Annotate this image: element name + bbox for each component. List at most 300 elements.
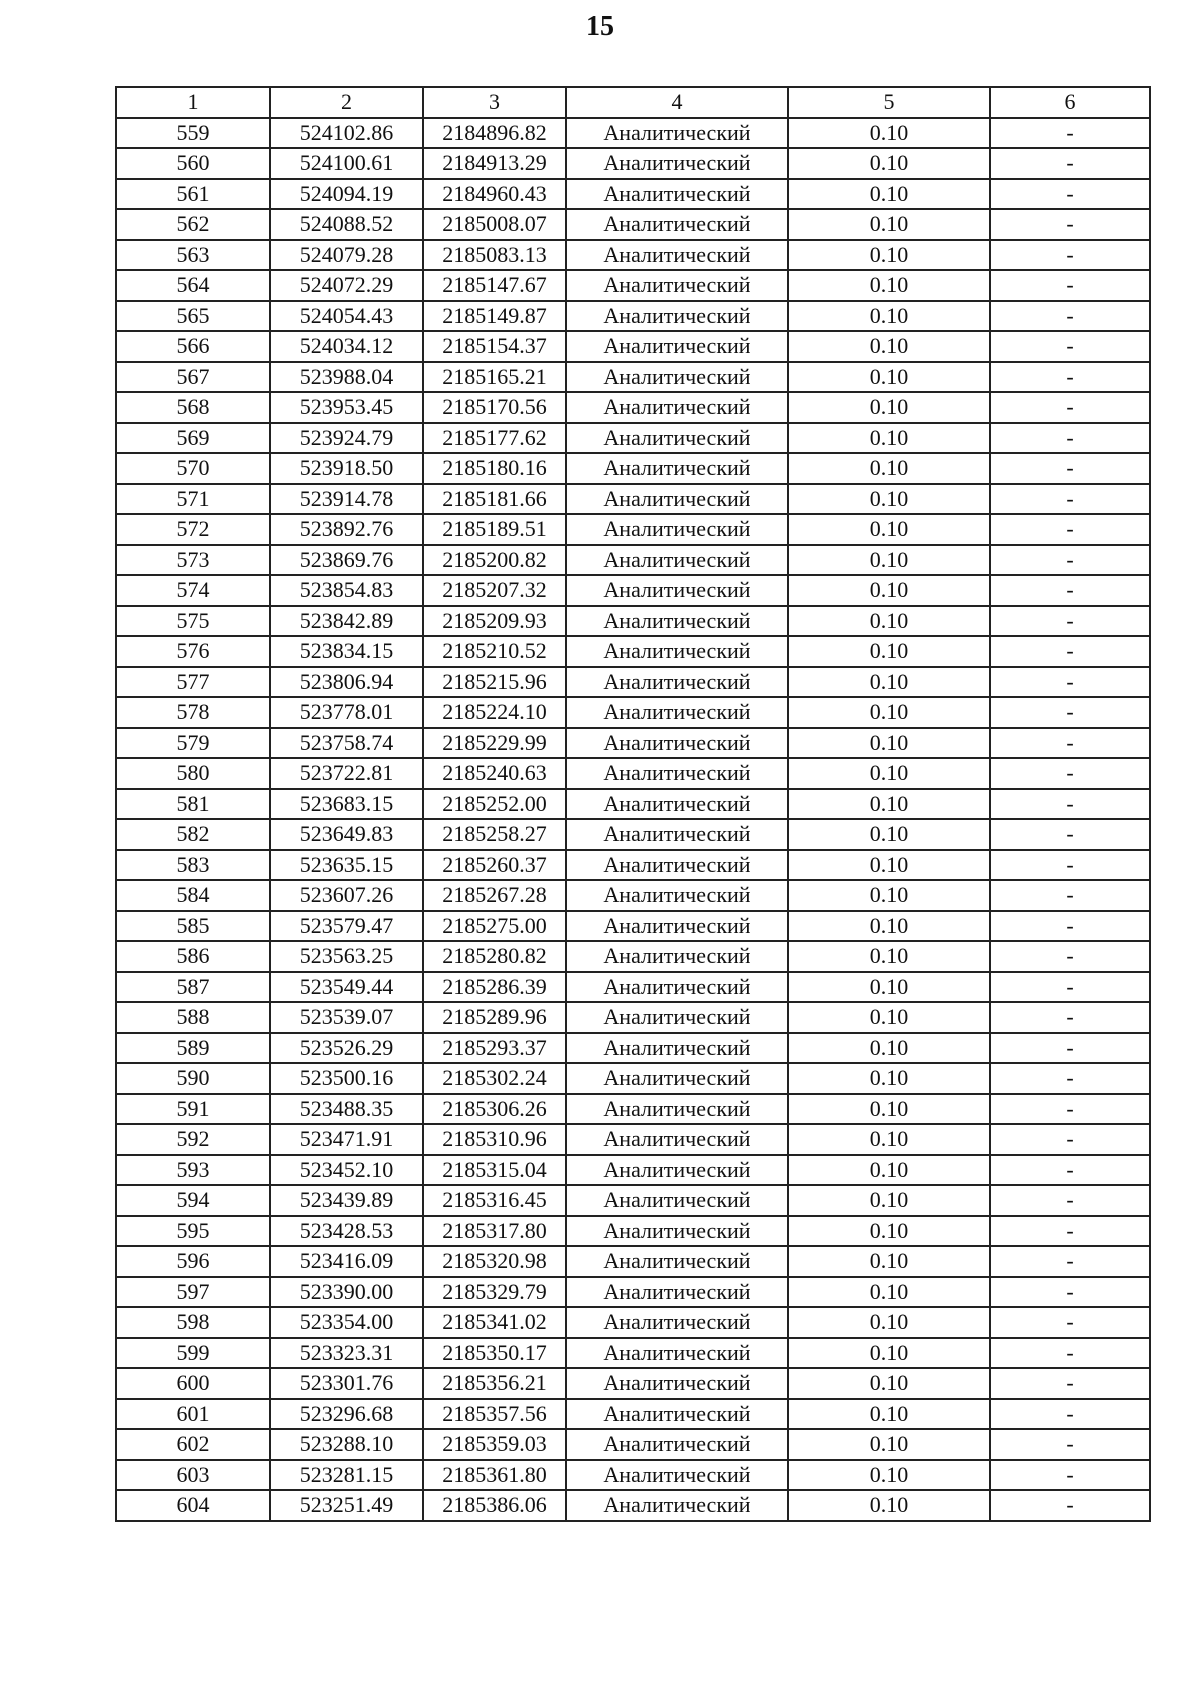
method-cell: Аналитический	[566, 179, 788, 210]
table-header	[116, 87, 1150, 118]
accuracy-cell: 0.10	[788, 667, 990, 698]
point-number-cell: 581	[116, 789, 270, 820]
y-coordinate-cell: 2185008.07	[423, 209, 566, 240]
x-coordinate-cell: 523323.31	[270, 1338, 423, 1369]
point-number-cell: 594	[116, 1185, 270, 1216]
table-row	[116, 1216, 1150, 1247]
table-row	[116, 514, 1150, 545]
point-number-cell: 573	[116, 545, 270, 576]
table-row	[116, 1490, 1150, 1521]
table-row	[116, 697, 1150, 728]
note-cell: -	[990, 209, 1150, 240]
x-coordinate-cell: 523953.45	[270, 392, 423, 423]
method-cell: Аналитический	[566, 331, 788, 362]
x-coordinate-cell: 523579.47	[270, 911, 423, 942]
accuracy-cell: 0.10	[788, 1460, 990, 1491]
method-cell: Аналитический	[566, 697, 788, 728]
accuracy-cell: 0.10	[788, 1216, 990, 1247]
point-number-cell: 565	[116, 301, 270, 332]
table-row	[116, 209, 1150, 240]
table-row	[116, 148, 1150, 179]
method-cell: Аналитический	[566, 636, 788, 667]
accuracy-cell: 0.10	[788, 880, 990, 911]
point-number-cell: 575	[116, 606, 270, 637]
y-coordinate-cell: 2185386.06	[423, 1490, 566, 1521]
table-row	[116, 1277, 1150, 1308]
note-cell: -	[990, 1033, 1150, 1064]
table-row	[116, 606, 1150, 637]
note-cell: -	[990, 148, 1150, 179]
point-number-cell: 582	[116, 819, 270, 850]
table-body	[116, 118, 1150, 1521]
x-coordinate-cell: 523778.01	[270, 697, 423, 728]
method-cell: Аналитический	[566, 1277, 788, 1308]
x-coordinate-cell: 523301.76	[270, 1368, 423, 1399]
method-cell: Аналитический	[566, 758, 788, 789]
point-number-cell: 568	[116, 392, 270, 423]
table-row	[116, 880, 1150, 911]
method-cell: Аналитический	[566, 240, 788, 271]
y-coordinate-cell: 2185310.96	[423, 1124, 566, 1155]
y-coordinate-cell: 2185083.13	[423, 240, 566, 271]
accuracy-cell: 0.10	[788, 545, 990, 576]
method-cell: Аналитический	[566, 1246, 788, 1277]
table-row	[116, 240, 1150, 271]
table-row	[116, 789, 1150, 820]
point-number-cell: 589	[116, 1033, 270, 1064]
x-coordinate-cell: 523806.94	[270, 667, 423, 698]
accuracy-cell: 0.10	[788, 484, 990, 515]
method-cell: Аналитический	[566, 667, 788, 698]
table-row	[116, 1063, 1150, 1094]
header-row	[116, 87, 1150, 118]
table-row	[116, 1307, 1150, 1338]
note-cell: -	[990, 1185, 1150, 1216]
y-coordinate-cell: 2185350.17	[423, 1338, 566, 1369]
y-coordinate-cell: 2185329.79	[423, 1277, 566, 1308]
x-coordinate-cell: 523649.83	[270, 819, 423, 850]
method-cell: Аналитический	[566, 1002, 788, 1033]
method-cell: Аналитический	[566, 1155, 788, 1186]
point-number-cell: 584	[116, 880, 270, 911]
accuracy-cell: 0.10	[788, 941, 990, 972]
accuracy-cell: 0.10	[788, 1063, 990, 1094]
method-cell: Аналитический	[566, 1124, 788, 1155]
accuracy-cell: 0.10	[788, 1185, 990, 1216]
point-number-cell: 590	[116, 1063, 270, 1094]
page-number: 15	[586, 11, 614, 42]
point-number-cell: 585	[116, 911, 270, 942]
point-number-cell: 595	[116, 1216, 270, 1247]
table-row	[116, 850, 1150, 881]
point-number-cell: 592	[116, 1124, 270, 1155]
y-coordinate-cell: 2185359.03	[423, 1429, 566, 1460]
table-row	[116, 758, 1150, 789]
x-coordinate-cell: 523842.89	[270, 606, 423, 637]
accuracy-cell: 0.10	[788, 148, 990, 179]
accuracy-cell: 0.10	[788, 1368, 990, 1399]
x-coordinate-cell: 523296.68	[270, 1399, 423, 1430]
point-number-cell: 569	[116, 423, 270, 454]
x-coordinate-cell: 523607.26	[270, 880, 423, 911]
table-row	[116, 118, 1150, 149]
note-cell: -	[990, 423, 1150, 454]
x-coordinate-cell: 524094.19	[270, 179, 423, 210]
method-cell: Аналитический	[566, 575, 788, 606]
note-cell: -	[990, 1124, 1150, 1155]
x-coordinate-cell: 523563.25	[270, 941, 423, 972]
note-cell: -	[990, 453, 1150, 484]
table-row	[116, 1399, 1150, 1430]
note-cell: -	[990, 392, 1150, 423]
x-coordinate-cell: 523526.29	[270, 1033, 423, 1064]
method-cell: Аналитический	[566, 148, 788, 179]
method-cell: Аналитический	[566, 1368, 788, 1399]
y-coordinate-cell: 2185215.96	[423, 667, 566, 698]
table-row	[116, 1185, 1150, 1216]
note-cell: -	[990, 270, 1150, 301]
point-number-cell: 580	[116, 758, 270, 789]
x-coordinate-cell: 523854.83	[270, 575, 423, 606]
y-coordinate-cell: 2185165.21	[423, 362, 566, 393]
x-coordinate-cell: 523918.50	[270, 453, 423, 484]
accuracy-cell: 0.10	[788, 423, 990, 454]
point-number-cell: 574	[116, 575, 270, 606]
point-number-cell: 583	[116, 850, 270, 881]
method-cell: Аналитический	[566, 789, 788, 820]
note-cell: -	[990, 850, 1150, 881]
note-cell: -	[990, 179, 1150, 210]
note-cell: -	[990, 606, 1150, 637]
point-number-cell: 563	[116, 240, 270, 271]
y-coordinate-cell: 2185289.96	[423, 1002, 566, 1033]
method-cell: Аналитический	[566, 1490, 788, 1521]
note-cell: -	[990, 1368, 1150, 1399]
y-coordinate-cell: 2185229.99	[423, 728, 566, 759]
note-cell: -	[990, 789, 1150, 820]
y-coordinate-cell: 2184960.43	[423, 179, 566, 210]
x-coordinate-cell: 523471.91	[270, 1124, 423, 1155]
note-cell: -	[990, 514, 1150, 545]
table-row	[116, 1033, 1150, 1064]
accuracy-cell: 0.10	[788, 1033, 990, 1064]
x-coordinate-cell: 523500.16	[270, 1063, 423, 1094]
y-coordinate-cell: 2185316.45	[423, 1185, 566, 1216]
point-number-cell: 571	[116, 484, 270, 515]
y-coordinate-cell: 2185356.21	[423, 1368, 566, 1399]
table-row	[116, 484, 1150, 515]
accuracy-cell: 0.10	[788, 301, 990, 332]
point-number-cell: 588	[116, 1002, 270, 1033]
y-coordinate-cell: 2185280.82	[423, 941, 566, 972]
point-number-cell: 591	[116, 1094, 270, 1125]
method-cell: Аналитический	[566, 1063, 788, 1094]
table-row	[116, 453, 1150, 484]
table-row	[116, 1460, 1150, 1491]
table-row	[116, 941, 1150, 972]
column-header-1: 1	[116, 87, 270, 118]
point-number-cell: 601	[116, 1399, 270, 1430]
method-cell: Аналитический	[566, 1338, 788, 1369]
method-cell: Аналитический	[566, 423, 788, 454]
accuracy-cell: 0.10	[788, 850, 990, 881]
method-cell: Аналитический	[566, 1399, 788, 1430]
table-row	[116, 179, 1150, 210]
method-cell: Аналитический	[566, 1033, 788, 1064]
y-coordinate-cell: 2185149.87	[423, 301, 566, 332]
note-cell: -	[990, 911, 1150, 942]
x-coordinate-cell: 523539.07	[270, 1002, 423, 1033]
method-cell: Аналитический	[566, 972, 788, 1003]
note-cell: -	[990, 484, 1150, 515]
table-row	[116, 392, 1150, 423]
method-cell: Аналитический	[566, 941, 788, 972]
method-cell: Аналитический	[566, 880, 788, 911]
y-coordinate-cell: 2185258.27	[423, 819, 566, 850]
x-coordinate-cell: 523924.79	[270, 423, 423, 454]
accuracy-cell: 0.10	[788, 1155, 990, 1186]
y-coordinate-cell: 2185147.67	[423, 270, 566, 301]
x-coordinate-cell: 523892.76	[270, 514, 423, 545]
table-row	[116, 911, 1150, 942]
point-number-cell: 566	[116, 331, 270, 362]
x-coordinate-cell: 524079.28	[270, 240, 423, 271]
accuracy-cell: 0.10	[788, 331, 990, 362]
table-row	[116, 575, 1150, 606]
method-cell: Аналитический	[566, 606, 788, 637]
table-row	[116, 545, 1150, 576]
note-cell: -	[990, 1063, 1150, 1094]
accuracy-cell: 0.10	[788, 453, 990, 484]
point-number-cell: 561	[116, 179, 270, 210]
method-cell: Аналитический	[566, 453, 788, 484]
table-row	[116, 362, 1150, 393]
note-cell: -	[990, 819, 1150, 850]
point-number-cell: 586	[116, 941, 270, 972]
method-cell: Аналитический	[566, 484, 788, 515]
note-cell: -	[990, 941, 1150, 972]
y-coordinate-cell: 2185302.24	[423, 1063, 566, 1094]
y-coordinate-cell: 2185341.02	[423, 1307, 566, 1338]
x-coordinate-cell: 523549.44	[270, 972, 423, 1003]
y-coordinate-cell: 2185267.28	[423, 880, 566, 911]
x-coordinate-cell: 523869.76	[270, 545, 423, 576]
note-cell: -	[990, 1307, 1150, 1338]
method-cell: Аналитический	[566, 301, 788, 332]
point-number-cell: 579	[116, 728, 270, 759]
point-number-cell: 578	[116, 697, 270, 728]
x-coordinate-cell: 523722.81	[270, 758, 423, 789]
x-coordinate-cell: 523251.49	[270, 1490, 423, 1521]
x-coordinate-cell: 523452.10	[270, 1155, 423, 1186]
y-coordinate-cell: 2185315.04	[423, 1155, 566, 1186]
accuracy-cell: 0.10	[788, 697, 990, 728]
method-cell: Аналитический	[566, 1307, 788, 1338]
point-number-cell: 562	[116, 209, 270, 240]
table-row	[116, 667, 1150, 698]
accuracy-cell: 0.10	[788, 1399, 990, 1430]
note-cell: -	[990, 972, 1150, 1003]
accuracy-cell: 0.10	[788, 362, 990, 393]
x-coordinate-cell: 524072.29	[270, 270, 423, 301]
y-coordinate-cell: 2185154.37	[423, 331, 566, 362]
y-coordinate-cell: 2185293.37	[423, 1033, 566, 1064]
method-cell: Аналитический	[566, 362, 788, 393]
x-coordinate-cell: 523416.09	[270, 1246, 423, 1277]
method-cell: Аналитический	[566, 1185, 788, 1216]
coordinates-table	[115, 86, 1151, 1522]
table-row	[116, 1368, 1150, 1399]
table-row	[116, 819, 1150, 850]
table-row	[116, 423, 1150, 454]
y-coordinate-cell: 2185207.32	[423, 575, 566, 606]
table-row	[116, 331, 1150, 362]
y-coordinate-cell: 2185200.82	[423, 545, 566, 576]
note-cell: -	[990, 301, 1150, 332]
x-coordinate-cell: 524054.43	[270, 301, 423, 332]
y-coordinate-cell: 2185189.51	[423, 514, 566, 545]
accuracy-cell: 0.10	[788, 575, 990, 606]
table-row	[116, 270, 1150, 301]
note-cell: -	[990, 240, 1150, 271]
y-coordinate-cell: 2185260.37	[423, 850, 566, 881]
x-coordinate-cell: 523988.04	[270, 362, 423, 393]
method-cell: Аналитический	[566, 118, 788, 149]
y-coordinate-cell: 2185170.56	[423, 392, 566, 423]
accuracy-cell: 0.10	[788, 789, 990, 820]
y-coordinate-cell: 2185181.66	[423, 484, 566, 515]
column-header-2: 2	[270, 87, 423, 118]
accuracy-cell: 0.10	[788, 636, 990, 667]
method-cell: Аналитический	[566, 728, 788, 759]
note-cell: -	[990, 1002, 1150, 1033]
x-coordinate-cell: 524034.12	[270, 331, 423, 362]
point-number-cell: 587	[116, 972, 270, 1003]
column-header-3: 3	[423, 87, 566, 118]
method-cell: Аналитический	[566, 911, 788, 942]
accuracy-cell: 0.10	[788, 606, 990, 637]
table-row	[116, 636, 1150, 667]
note-cell: -	[990, 118, 1150, 149]
note-cell: -	[990, 880, 1150, 911]
accuracy-cell: 0.10	[788, 758, 990, 789]
column-header-6: 6	[990, 87, 1150, 118]
method-cell: Аналитический	[566, 1216, 788, 1247]
note-cell: -	[990, 362, 1150, 393]
table-row	[116, 1338, 1150, 1369]
y-coordinate-cell: 2185357.56	[423, 1399, 566, 1430]
note-cell: -	[990, 636, 1150, 667]
x-coordinate-cell: 523635.15	[270, 850, 423, 881]
table-row	[116, 1124, 1150, 1155]
note-cell: -	[990, 1490, 1150, 1521]
y-coordinate-cell: 2185210.52	[423, 636, 566, 667]
point-number-cell: 602	[116, 1429, 270, 1460]
point-number-cell: 597	[116, 1277, 270, 1308]
table-row	[116, 301, 1150, 332]
method-cell: Аналитический	[566, 819, 788, 850]
method-cell: Аналитический	[566, 514, 788, 545]
table-row	[116, 1429, 1150, 1460]
point-number-cell: 572	[116, 514, 270, 545]
point-number-cell: 600	[116, 1368, 270, 1399]
x-coordinate-cell: 523758.74	[270, 728, 423, 759]
y-coordinate-cell: 2184913.29	[423, 148, 566, 179]
point-number-cell: 576	[116, 636, 270, 667]
accuracy-cell: 0.10	[788, 1277, 990, 1308]
method-cell: Аналитический	[566, 545, 788, 576]
note-cell: -	[990, 728, 1150, 759]
accuracy-cell: 0.10	[788, 1307, 990, 1338]
y-coordinate-cell: 2185224.10	[423, 697, 566, 728]
y-coordinate-cell: 2185209.93	[423, 606, 566, 637]
y-coordinate-cell: 2185252.00	[423, 789, 566, 820]
column-header-5: 5	[788, 87, 990, 118]
x-coordinate-cell: 523683.15	[270, 789, 423, 820]
method-cell: Аналитический	[566, 1429, 788, 1460]
accuracy-cell: 0.10	[788, 1124, 990, 1155]
note-cell: -	[990, 331, 1150, 362]
point-number-cell: 598	[116, 1307, 270, 1338]
method-cell: Аналитический	[566, 1094, 788, 1125]
point-number-cell: 604	[116, 1490, 270, 1521]
y-coordinate-cell: 2185320.98	[423, 1246, 566, 1277]
table-row	[116, 1002, 1150, 1033]
x-coordinate-cell: 523288.10	[270, 1429, 423, 1460]
x-coordinate-cell: 523281.15	[270, 1460, 423, 1491]
note-cell: -	[990, 575, 1150, 606]
x-coordinate-cell: 523354.00	[270, 1307, 423, 1338]
method-cell: Аналитический	[566, 392, 788, 423]
note-cell: -	[990, 667, 1150, 698]
x-coordinate-cell: 523428.53	[270, 1216, 423, 1247]
method-cell: Аналитический	[566, 270, 788, 301]
y-coordinate-cell: 2185361.80	[423, 1460, 566, 1491]
method-cell: Аналитический	[566, 1460, 788, 1491]
note-cell: -	[990, 1094, 1150, 1125]
accuracy-cell: 0.10	[788, 1490, 990, 1521]
accuracy-cell: 0.10	[788, 240, 990, 271]
table-row	[116, 972, 1150, 1003]
accuracy-cell: 0.10	[788, 118, 990, 149]
note-cell: -	[990, 1277, 1150, 1308]
method-cell: Аналитический	[566, 850, 788, 881]
note-cell: -	[990, 1429, 1150, 1460]
y-coordinate-cell: 2185286.39	[423, 972, 566, 1003]
x-coordinate-cell: 523488.35	[270, 1094, 423, 1125]
x-coordinate-cell: 523439.89	[270, 1185, 423, 1216]
point-number-cell: 564	[116, 270, 270, 301]
accuracy-cell: 0.10	[788, 972, 990, 1003]
accuracy-cell: 0.10	[788, 1094, 990, 1125]
y-coordinate-cell: 2185317.80	[423, 1216, 566, 1247]
point-number-cell: 603	[116, 1460, 270, 1491]
y-coordinate-cell: 2185240.63	[423, 758, 566, 789]
x-coordinate-cell: 524100.61	[270, 148, 423, 179]
x-coordinate-cell: 523914.78	[270, 484, 423, 515]
note-cell: -	[990, 545, 1150, 576]
accuracy-cell: 0.10	[788, 819, 990, 850]
accuracy-cell: 0.10	[788, 392, 990, 423]
x-coordinate-cell: 523834.15	[270, 636, 423, 667]
column-header-4: 4	[566, 87, 788, 118]
y-coordinate-cell: 2185275.00	[423, 911, 566, 942]
accuracy-cell: 0.10	[788, 1429, 990, 1460]
accuracy-cell: 0.10	[788, 209, 990, 240]
note-cell: -	[990, 1246, 1150, 1277]
note-cell: -	[990, 1216, 1150, 1247]
point-number-cell: 599	[116, 1338, 270, 1369]
